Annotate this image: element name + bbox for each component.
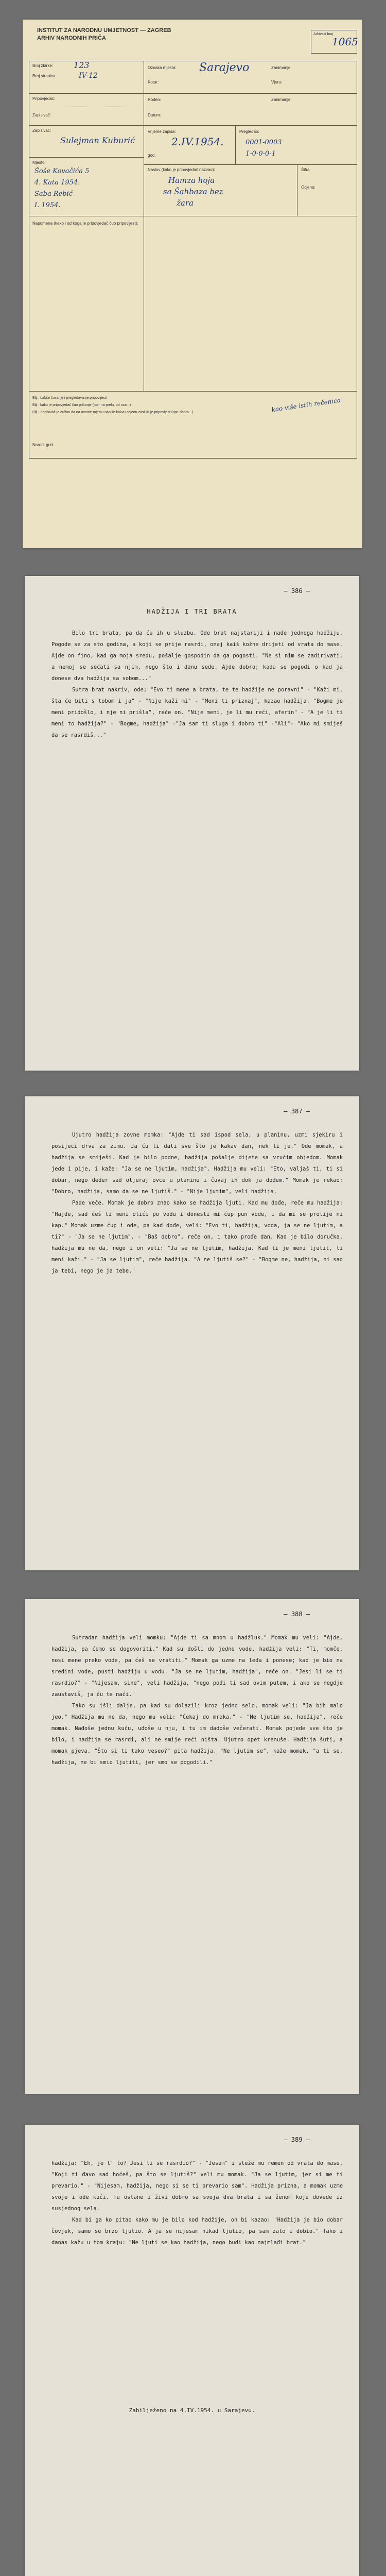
footnote-2: Bilj.: kako je pripovjedač čuo pričanje (npr. na prelu, od oca...) bbox=[32, 403, 131, 407]
page-number: — 388 — bbox=[284, 1611, 310, 1618]
grid-rule bbox=[29, 157, 144, 158]
grid-rule bbox=[144, 93, 357, 94]
date-label: Datum: bbox=[148, 113, 161, 117]
grid-divider bbox=[235, 125, 236, 164]
recorder-signature: Saba Rebić bbox=[34, 190, 73, 198]
story-title: HADŽIJA I TRI BRATA bbox=[147, 608, 237, 615]
address-line-1: Šoše Kovačića 5 bbox=[34, 167, 90, 175]
paragraph: Ujutro hadžija zovne momka: "Ajde ti sad ispod sela, u planinu, uzmi sjekiru i posijeci drva za zimu. Ja ću ti dati sve što je kakav dan, nek ti je." Ode momak, a hadžija se smiješi. Kad je bilo podne, hadžija pošalje dijete sa vrućim objedom. Momak jede i pije, i kaže: "Ja se ne ljutim, hadžija". Hadžija mu veli: "Eto, valjaš ti, ti si dobar, nego deder sad otjeraj ovce u planinu i čuvaj ih dok ja dođem." Momak je rekao: "Dobro, hadžija, samo da se ne ljutiš." - "Nije ljutim", veli hadžija. bbox=[51, 1132, 346, 1195]
paragraph: Kad bi ga ko pitao kako mu je bilo kod hadžije, on bi kazao: "Hadžija je bio dobar čovjek, samo se brzo ljutio. A ja se nijesam nikad ljutio, pa sam zato i dobio." Tako i danas kažu u tom kraju: "Ne ljuti se kao hadžija, nego budi kao najmlađi brat." bbox=[51, 2217, 346, 2246]
religion-label: Vjera: bbox=[271, 80, 282, 84]
grid-rule bbox=[144, 164, 357, 165]
place-value: Sarajevo bbox=[199, 61, 250, 74]
paragraph: Bilo tri brata, pa da ću ih u sluzbu. Ode brat najstariji i nađe jednoga hadžiju. Pogode se za sto godina, a koji se prije rasrdi, onaj kaiš kožne drijeti od vrata do mase. Ajde on fino, kad ga moja sredu, pošalje gospodin da ga pogosti. "Ne si nim se zadirivati, a nemoj se sećati sa njim, nego što i danu sede. Ajde dobro; kada se pogodi o kad ja donese dva hadžija sa sobom..." bbox=[51, 630, 346, 682]
recorder-label: Zapisivač: bbox=[32, 113, 51, 117]
occupation-label: Zanimanje: bbox=[271, 65, 292, 70]
archive-name: ARHIV NARODNIH PRIČA bbox=[37, 35, 106, 41]
year-label: god. bbox=[148, 153, 156, 158]
archive-card bbox=[23, 20, 362, 548]
title-label: Naslov (kako je pripovjedač nazvao): bbox=[148, 167, 215, 172]
page-count-label: Broj stranica: bbox=[32, 74, 57, 78]
address-line-2: 4. Kata 1954. bbox=[34, 179, 80, 187]
paragraph: Pade veče. Momak je dobro znao kako se hadžija ljuti. Kad mu dođe, reče mu hadžija: "Hajde, sad ćeš ti meni otići po vodu i donesti mi ćup pun vode, i da mi se prolije ni kap." Momak uzme ćup i ode, pa kad dođe, veli: "Evo ti, hadžija, voda, ja se ne ljutim, a ti?" - "Ja se ne ljutim". - "Baš dobro", reče on, i tako prođe dan. Kad je bilo doručka, hadžija mu ne da, nego i on veli: "Ja se ne ljutim, hadžija. Kad ti je meni ljutit, ti meni kaži." - "Ja se ljutim", reče hadžija. "A ne ljutiš se?" - "Bogme ne, hadžija, ni sad ja tebi, nego je ja tebe." bbox=[51, 1200, 346, 1274]
paragraph: hadžija: "Eh, je l' to? Jesi li se rasrdio?" - "Jesam" i steže mu remen od vrata do mase. "Koji ti đavo sad hoćeš, pa što se ljutiš?" veli mu momak. "Ja se ljutim, jer si me ti prevario." - "Nijesam, hadžija, nego si se ti prevario sam". Hadžija prizna, a momak uzme svoje i ode kući. Tu ostane i živi dobro sa svoja dva brata i sa ženom koju dovede iz susjednog sela. bbox=[51, 2160, 346, 2212]
recorder-label: Zapisivač: bbox=[32, 128, 51, 133]
title-line-3: žara bbox=[177, 198, 194, 208]
typed-page-387 bbox=[25, 1096, 359, 1570]
note-label: Napomena (kako i od koga je pripovjedač čuo pripovijest): bbox=[32, 221, 138, 226]
title-line-1: Hamza hoja bbox=[168, 176, 215, 185]
archive-number-value: 1065 bbox=[332, 36, 358, 48]
page-number: — 386 — bbox=[284, 587, 310, 595]
grid-rule bbox=[29, 391, 357, 392]
collection-number-label: Broj zbirke: bbox=[32, 63, 54, 68]
archive-number-label: Arhivski broj bbox=[313, 32, 334, 36]
code-label: Šifra: bbox=[301, 167, 311, 172]
paragraph: Sutradan hadžija veli momku: "Ajde ti sa mnom u hadžluk." Momak mu veli: "Ajde, hadžija, pa ćemo se dogovoriti." Kad su došli do jedne vode, hadžija veli: "Ti, momče, nosi mene preko vode, pa ćeš se vratiti." Momak ga uzme na leđa i ponese; kad je bio na sredini vode, pusti hadžiju u vodu. "Ja se ne ljutim, hadžija", reče on. "Jesi li se ti rasrdio?" - "Nijesam, sine", veli hadžija, "nego pođi ti sad ovim putem, i ako se negdje zaustaviš, ja ću te naći." bbox=[51, 1635, 346, 1698]
page-body bbox=[51, 1129, 346, 1277]
district-label: Kotar: bbox=[148, 80, 159, 84]
typed-page-388 bbox=[25, 1599, 359, 2094]
title-line-2: sa Šahbaza bez bbox=[163, 187, 223, 196]
recorder-value: Sulejman Kuburić bbox=[60, 135, 135, 145]
card-form-grid bbox=[29, 61, 357, 459]
page-body bbox=[51, 1632, 346, 1768]
page-count-value: IV-12 bbox=[79, 72, 98, 80]
typed-page-389 bbox=[25, 2125, 359, 2576]
grid-rule bbox=[29, 93, 144, 94]
paragraph: Tako su išli dalje, pa kad su dolazili kroz jedno selo, momak veli: "Ja bih malo jeo." Hadžija mu ne da, nego mu veli: "Čekaj do mraka." - "Ne ljutim se, hadžija", reče momak. Nađoše jednu kuću, uđoše u nju, i tu im dadoše večerati. Momak pojede sve što je bilo, i hadžija se rasrdi, ali ne smije reći ništa. Ujutro opet krenuše. Hadžija šuti, a momak pjeva. "Što si ti tako veseo?" pita hadžija. "Ne ljutim se", kaže momak, "a ti se, hadžija, ne bi smio ljutiti, jer smo se pogodili." bbox=[51, 1703, 346, 1766]
page-body bbox=[51, 628, 346, 741]
grid-rule bbox=[144, 125, 357, 126]
reviewer-value: 0001-0003 bbox=[245, 139, 282, 146]
card-header bbox=[37, 27, 171, 42]
address-label: Mjesto: bbox=[32, 160, 46, 165]
typed-page-386 bbox=[25, 576, 359, 1071]
born-label: Rođen: bbox=[148, 97, 161, 102]
place-label: Oznaka mjesta: bbox=[148, 65, 177, 70]
reviewer-label: Pregledao: bbox=[239, 129, 259, 134]
page-number: — 389 — bbox=[284, 2136, 310, 2143]
institute-name: INSTITUT ZA NARODNU UMJETNOST — ZAGREB bbox=[37, 27, 171, 33]
archive-number-box bbox=[311, 30, 357, 54]
record-time-label: Vrijeme zapisa: bbox=[148, 129, 176, 134]
footnote-1: Bilj.: Lakše čuvanje i pregledavanje pripovijesti bbox=[32, 396, 107, 400]
grid-rule bbox=[29, 125, 144, 126]
record-signature: Zabilježeno na 4.IV.1954. u Sarajevu. bbox=[129, 2407, 255, 2414]
footnote-3: Bilj.: Zapisivač je dužan da na ovome mjestu napiše kakvu ocjenu zaslužuje pripovijest (npr. dobra...) bbox=[32, 411, 194, 414]
date-value: 2.IV.1954. bbox=[171, 135, 224, 148]
page-body bbox=[51, 2158, 346, 2248]
grade-value: 1-0-0-0-1 bbox=[245, 150, 276, 158]
narrator-label: Pripovjedač: bbox=[32, 96, 56, 101]
occupation-label-2: Zanimanje: bbox=[271, 97, 292, 102]
page-number: — 387 — bbox=[284, 1108, 310, 1115]
grade-label: Ocjena: bbox=[301, 185, 315, 190]
margin-note: kao više istih rečenica bbox=[271, 396, 341, 414]
grid-note: Narod. grid. bbox=[32, 443, 54, 447]
paragraph: Sutra brat nakriv, ode; "Evo ti mene a brata, te te hadžije ne poravni" - "Kaži mi, šta će biti s tobom i ja" - "Nije kaži mi" - "Meni ti priznaj", kazao hadžija. "Bogme je meni pridošlo, i nje ni prišla", reče on. "Nije meni, je li mu reći, aferin" - "A je li ti meni to hadžija?" - "Bogme, hadžija" -"Ja sam ti sluga i dobro ti" -"Ali"- "Ako mi smiješ da se rasrdiš..." bbox=[51, 687, 346, 738]
birth-value: I. 1954. bbox=[34, 201, 61, 209]
collection-number-value: 123 bbox=[74, 60, 90, 70]
